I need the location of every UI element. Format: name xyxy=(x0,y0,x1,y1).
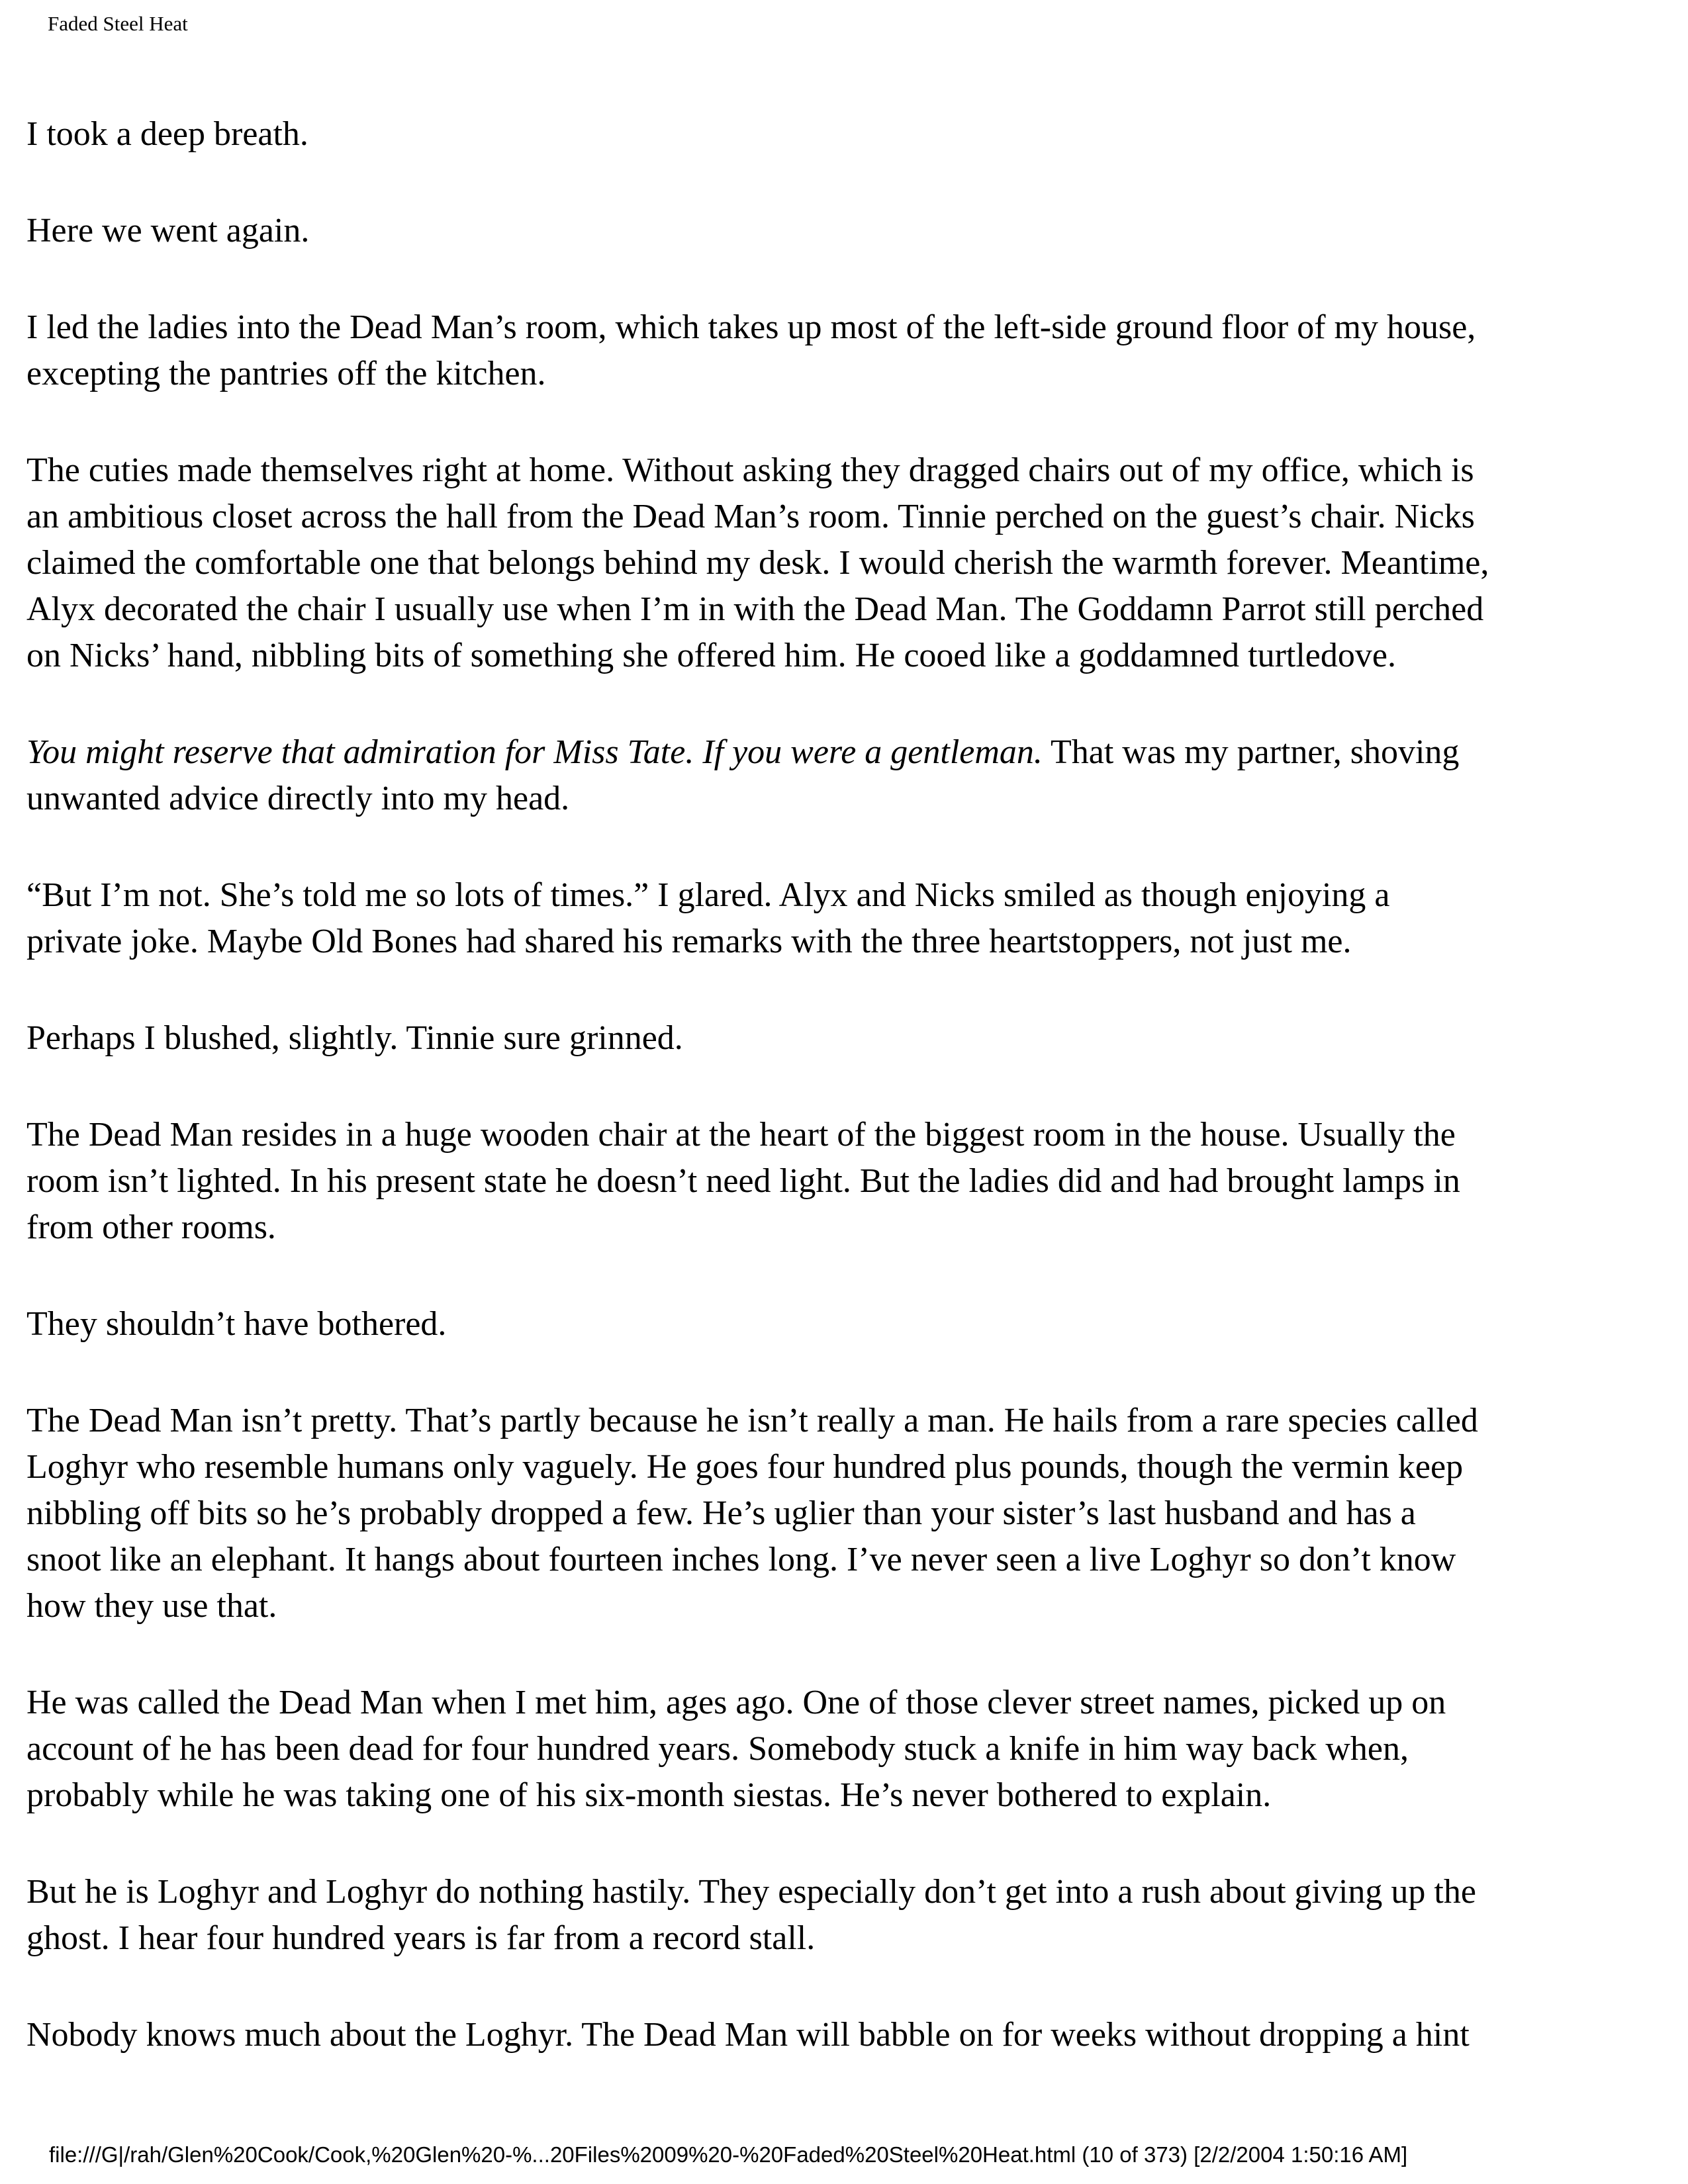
paragraph-10: The Dead Man isn’t pretty. That’s partly because he isn’t really a man. He hails from a rare species called Loghyr who resemble humans only vaguely. He goes four hundred plus pounds, though the vermin keep nibbling off bits so he’s probably dropped a few. He’s uglier than your sister’s last husband and has a snoot like an elephant. It hangs about fourteen inches long. I’ve never seen a live Loghyr so don’t know how they use that. xyxy=(26,1402,1478,1625)
paragraph-3: I led the ladies into the Dead Man’s room, which takes up most of the left-side ground floor of my house, excepting the pantries off the kitchen. xyxy=(26,308,1476,392)
paragraph-13: Nobody knows much about the Loghyr. The Dead Man will babble on for weeks without dropping a hint xyxy=(26,2016,1470,2054)
paragraph-9: They shouldn’t have bothered. xyxy=(26,1305,447,1343)
page-header-title: Faded Steel Heat xyxy=(48,12,188,35)
document-body xyxy=(26,111,1668,2058)
paragraph-6: “But I’m not. She’s told me so lots of times.” I glared. Alyx and Nicks smiled as though enjoying a private joke. Maybe Old Bones had shared his remarks with the three heartstoppers, not just me. xyxy=(26,876,1390,960)
paragraph-1: I took a deep breath. xyxy=(26,115,308,153)
paragraph-2: Here we went again. xyxy=(26,212,310,250)
paragraph-7: Perhaps I blushed, slightly. Tinnie sure grinned. xyxy=(26,1019,683,1057)
paragraph-5-rest: That was my partner, shoving unwanted advice directly into my head. xyxy=(26,733,1460,817)
paragraph-5 xyxy=(26,729,1668,822)
paragraph-4: The cuties made themselves right at home. Without asking they dragged chairs out of my office, which is an ambitious closet across the hall from the Dead Man’s room. Tinnie perched on the guest’s chair. Nicks claimed the comfortable one that belongs behind my desk. I would cherish the warmth forever. Meantime, Alyx decorated the chair I usually use when I’m in with the Dead Man. The Goddamn Parrot still perched on Nicks’ hand, nibbling bits of something she offered him. He cooed like a goddamned turtledove. xyxy=(26,451,1489,674)
paragraph-12: But he is Loghyr and Loghyr do nothing hastily. They especially don’t get into a rush about giving up the ghost. I hear four hundred years is far from a record stall. xyxy=(26,1873,1476,1957)
paragraph-11: He was called the Dead Man when I met him, ages ago. One of those clever street names, picked up on account of he has been dead for four hundred years. Somebody stuck a knife in him way back when, probably while he was taking one of his six-month siestas. He’s never bothered to explain. xyxy=(26,1684,1446,1814)
paragraph-8: The Dead Man resides in a huge wooden chair at the heart of the biggest room in the house. Usually the room isn’t lighted. In his present state he doesn’t need light. But the ladies did and had brought lamps in from other rooms. xyxy=(26,1116,1460,1246)
telepathic-thought-italic: You might reserve that admiration for Miss Tate. If you were a gentleman. xyxy=(26,733,1043,771)
page-footer-url: file:///G|/rah/Glen%20Cook/Cook,%20Glen%20-%...20Files%2009%20-%20Faded%20Steel%20Heat.html (10 of 373) [2/2/2004 1:50:16 AM] xyxy=(49,2142,1408,2167)
